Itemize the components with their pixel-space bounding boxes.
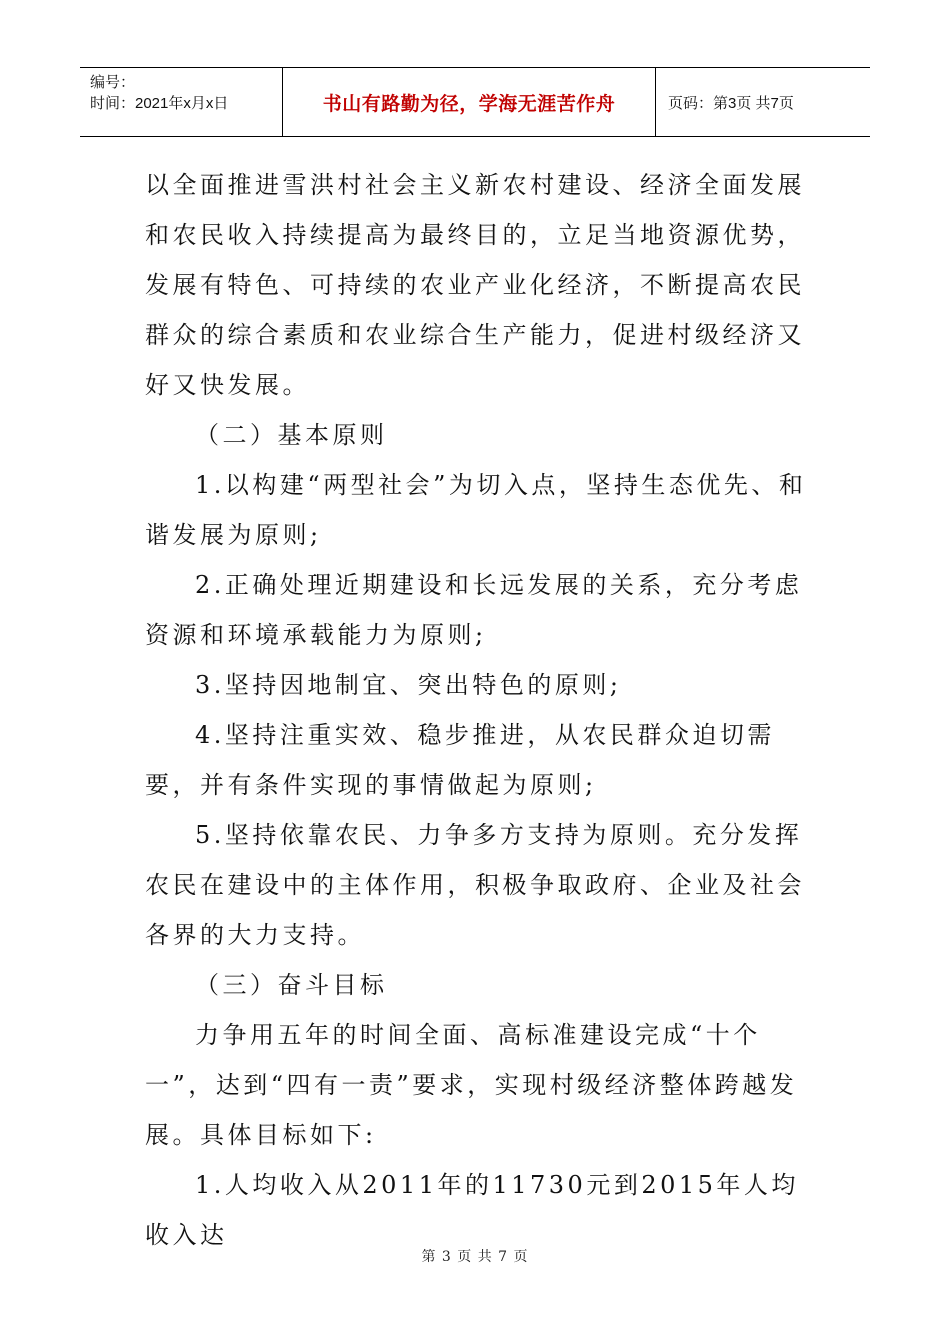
header-page-code: 页码：第3页 共7页 xyxy=(668,94,794,112)
section-heading-goals: （三）奋斗目标 xyxy=(195,971,388,999)
principle-item: 5.坚持依靠农民、力争多方支持为原则。充分发挥农民在建设中的主体作用，积极争取政府、企业及社会各界的大力支持。 xyxy=(145,821,805,949)
paragraph-continuation: 以全面推进雪洪村社会主义新农村建设、经济全面发展和农民收入持续提高为最终目的，立足当地资源优势，发展有特色、可持续的农业产业化经济，不断提高农民群众的综合素质和农业综合生产能力，促进村级经济又好又快发展。 xyxy=(145,171,805,399)
goals-intro-paragraph: 力争用五年的时间全面、高标准建设完成“十个一”，达到“四有一责”要求，实现村级经济整体跨越发展。具体目标如下: xyxy=(145,1021,798,1149)
goal-item: 1.人均收入从2011年的11730元到2015年人均收入达 xyxy=(145,1171,799,1249)
page-header xyxy=(80,67,870,137)
page-footer: 第 3 页 共 7 页 xyxy=(421,1249,529,1265)
header-motto: 书山有路勤为径，学海无涯苦作舟 xyxy=(283,68,656,136)
header-meta xyxy=(80,68,283,136)
principle-item: 1.以构建“两型社会”为切入点，坚持生态优先、和谐发展为原则; xyxy=(145,471,807,549)
principle-item: 3.坚持因地制宜、突出特色的原则; xyxy=(195,671,622,699)
section-heading-principles: （二）基本原则 xyxy=(195,421,388,449)
document-number-label: 编号： xyxy=(90,74,136,91)
document-body xyxy=(145,160,807,1260)
document-date: 时间：2021年x月x日 xyxy=(90,95,229,112)
principle-item: 4.坚持注重实效、稳步推进，从农民群众迫切需要，并有条件实现的事情做起为原则; xyxy=(145,721,775,799)
principle-item: 2.正确处理近期建设和长远发展的关系，充分考虑资源和环境承载能力为原则; xyxy=(145,571,803,649)
